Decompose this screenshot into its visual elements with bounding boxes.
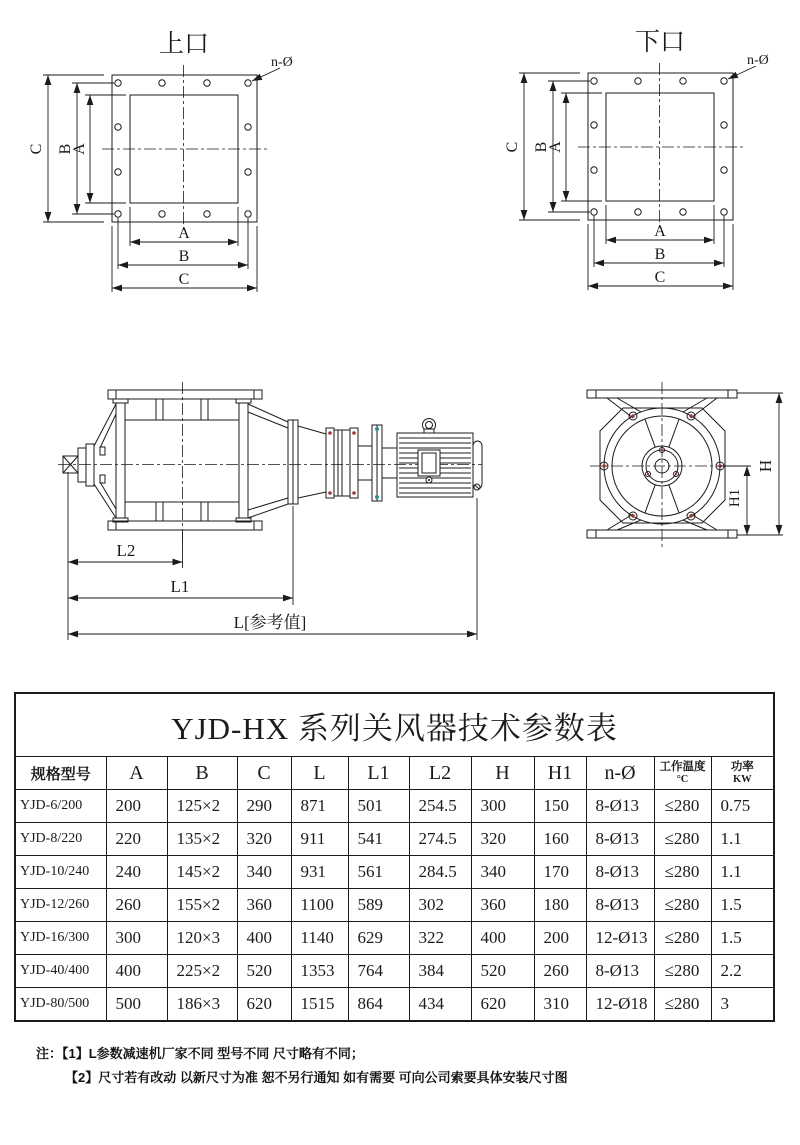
flange-outer-square xyxy=(112,75,257,222)
right-cone-and-reducer xyxy=(248,404,397,518)
table-cell: 340 xyxy=(237,856,291,889)
side-view-drawing xyxy=(30,368,490,658)
table-cell: 400 xyxy=(106,955,167,988)
table-cell: 160 xyxy=(534,823,586,856)
dim-label-a-horizontal: A xyxy=(178,225,190,242)
table-cell: 400 xyxy=(237,922,291,955)
dim-label-l2: L2 xyxy=(116,541,136,560)
table-cell: 8-Ø13 xyxy=(586,790,654,823)
motor xyxy=(397,419,482,498)
table-cell: YJD-12/260 xyxy=(15,889,106,922)
table-cell: 1140 xyxy=(291,922,348,955)
note-line-1: 注：【1】L参数减速机厂家不同 型号不同 尺寸略有不同； xyxy=(36,1046,364,1061)
table-cell: 8-Ø13 xyxy=(586,889,654,922)
table-cell: 764 xyxy=(348,955,409,988)
table-cell: 340 xyxy=(471,856,534,889)
dim-label-b-horizontal: B xyxy=(178,248,190,265)
dim-label-h: H xyxy=(756,459,775,473)
table-cell: 8-Ø13 xyxy=(586,823,654,856)
column-header: L xyxy=(291,757,348,790)
table-cell: 3 xyxy=(711,988,774,1022)
spec-table xyxy=(14,692,775,1022)
table-cell: 322 xyxy=(409,922,471,955)
dim-label-l-reference: L[参考值] xyxy=(233,613,307,632)
table-cell: YJD-40/400 xyxy=(15,955,106,988)
flange-outer-square xyxy=(588,73,733,220)
table-cell: 135×2 xyxy=(167,823,237,856)
table-cell: 145×2 xyxy=(167,856,237,889)
table-cell: 520 xyxy=(471,955,534,988)
dim-label-a-vertical: A xyxy=(71,143,88,155)
table-cell: 170 xyxy=(534,856,586,889)
table-cell: 120×3 xyxy=(167,922,237,955)
table-cell: 290 xyxy=(237,790,291,823)
column-header: 工作温度 °C xyxy=(654,757,711,790)
table-cell: 400 xyxy=(471,922,534,955)
dim-label-c-horizontal: C xyxy=(654,269,666,286)
table-row xyxy=(15,955,774,988)
table-row xyxy=(15,823,774,856)
table-cell: 302 xyxy=(409,889,471,922)
table-cell: 200 xyxy=(106,790,167,823)
table-title: YJD-HX 系列关风器技术参数表 xyxy=(15,693,774,757)
dim-label-a-horizontal: A xyxy=(654,223,666,240)
table-row xyxy=(15,889,774,922)
table-cell: YJD-8/220 xyxy=(15,823,106,856)
dim-label-c-horizontal: C xyxy=(178,271,190,288)
table-cell: ≤280 xyxy=(654,988,711,1022)
height-dimensions xyxy=(720,393,783,535)
table-cell: YJD-6/200 xyxy=(15,790,106,823)
table-cell: 360 xyxy=(471,889,534,922)
column-header: 规格型号 xyxy=(15,757,106,790)
table-cell: 12-Ø18 xyxy=(586,988,654,1022)
table-row xyxy=(15,922,774,955)
table-cell: 1.5 xyxy=(711,922,774,955)
dim-label-h1: H1 xyxy=(727,488,743,508)
table-cell: ≤280 xyxy=(654,889,711,922)
flange-title: 上口 xyxy=(158,31,210,58)
vertical-dimensions xyxy=(504,73,602,220)
horizontal-dimensions xyxy=(112,207,257,292)
table-cell: 620 xyxy=(237,988,291,1022)
note-prefix: 注： xyxy=(36,1046,63,1061)
note-line-2: 【2】尺寸若有改动 以新尺寸为准 恕不另行通知 如有需要 可向公司索要具体安装尺寸图 xyxy=(65,1070,568,1085)
bolt-hole-count-label: n-Ø xyxy=(747,53,769,68)
table-cell: 500 xyxy=(106,988,167,1022)
dim-label-c-vertical: C xyxy=(504,141,521,153)
table-cell: 254.5 xyxy=(409,790,471,823)
table-cell: 501 xyxy=(348,790,409,823)
table-cell: 434 xyxy=(409,988,471,1022)
table-cell: 150 xyxy=(534,790,586,823)
table-cell: 310 xyxy=(534,988,586,1022)
vertical-dimensions xyxy=(28,75,126,222)
table-cell: ≤280 xyxy=(654,955,711,988)
table-cell: 561 xyxy=(348,856,409,889)
dim-label-b-vertical: B xyxy=(57,143,74,155)
valve-body xyxy=(108,390,262,530)
column-header: C xyxy=(237,757,291,790)
table-cell: 180 xyxy=(534,889,586,922)
table-cell: 12-Ø13 xyxy=(586,922,654,955)
table-cell: 300 xyxy=(471,790,534,823)
table-cell: 360 xyxy=(237,889,291,922)
table-cell: 1353 xyxy=(291,955,348,988)
end-housing-octagon xyxy=(600,408,725,523)
table-cell: 320 xyxy=(237,823,291,856)
table-cell: 520 xyxy=(237,955,291,988)
table-cell: YJD-10/240 xyxy=(15,856,106,889)
horizontal-dimensions xyxy=(588,205,733,290)
table-cell: 260 xyxy=(106,889,167,922)
bolt-holes xyxy=(591,78,727,215)
table-cell: YJD-80/500 xyxy=(15,988,106,1022)
column-header: n-Ø xyxy=(586,757,654,790)
table-cell: 864 xyxy=(348,988,409,1022)
table-cell: ≤280 xyxy=(654,922,711,955)
table-row xyxy=(15,856,774,889)
dim-label-a-vertical: A xyxy=(547,141,564,153)
table-cell: 0.75 xyxy=(711,790,774,823)
column-header: H xyxy=(471,757,534,790)
dim-label-l1: L1 xyxy=(170,577,190,596)
table-cell: 200 xyxy=(534,922,586,955)
table-cell: 931 xyxy=(291,856,348,889)
table-cell: 629 xyxy=(348,922,409,955)
table-cell: 240 xyxy=(106,856,167,889)
flange-drawing xyxy=(0,10,320,310)
table-cell: ≤280 xyxy=(654,856,711,889)
table-cell: 225×2 xyxy=(167,955,237,988)
table-cell: 1.1 xyxy=(711,823,774,856)
column-header: L2 xyxy=(409,757,471,790)
table-cell: 274.5 xyxy=(409,823,471,856)
table-cell: 384 xyxy=(409,955,471,988)
table-cell: 125×2 xyxy=(167,790,237,823)
dim-label-b-horizontal: B xyxy=(654,246,666,263)
bolt-holes xyxy=(115,80,251,217)
dim-label-c-vertical: C xyxy=(28,143,45,155)
table-row xyxy=(15,988,774,1022)
table-cell: 911 xyxy=(291,823,348,856)
table-cell: ≤280 xyxy=(654,790,711,823)
table-cell: 155×2 xyxy=(167,889,237,922)
left-bearing-cone xyxy=(63,404,116,518)
footnotes xyxy=(36,1042,568,1090)
end-view-drawing xyxy=(560,368,800,573)
table-cell: 589 xyxy=(348,889,409,922)
column-header: L1 xyxy=(348,757,409,790)
table-cell: ≤280 xyxy=(654,823,711,856)
table-cell: 220 xyxy=(106,823,167,856)
flange-title: 下口 xyxy=(634,29,686,56)
table-cell: 1.5 xyxy=(711,889,774,922)
flange-drawing xyxy=(476,8,796,308)
bolt-hole-count-label: n-Ø xyxy=(271,55,293,70)
table-row xyxy=(15,790,774,823)
table-cell: 8-Ø13 xyxy=(586,856,654,889)
table-cell: 1100 xyxy=(291,889,348,922)
column-header: A xyxy=(106,757,167,790)
dim-label-b-vertical: B xyxy=(533,141,550,153)
table-cell: 541 xyxy=(348,823,409,856)
column-header: 功率 KW xyxy=(711,757,774,790)
table-cell: 300 xyxy=(106,922,167,955)
column-header: B xyxy=(167,757,237,790)
table-cell: 1.1 xyxy=(711,856,774,889)
table-cell: 1515 xyxy=(291,988,348,1022)
table-cell: YJD-16/300 xyxy=(15,922,106,955)
table-cell: 260 xyxy=(534,955,586,988)
table-cell: 320 xyxy=(471,823,534,856)
table-cell: 186×3 xyxy=(167,988,237,1022)
table-cell: 620 xyxy=(471,988,534,1022)
table-cell: 284.5 xyxy=(409,856,471,889)
table-cell: 871 xyxy=(291,790,348,823)
column-header: H1 xyxy=(534,757,586,790)
table-cell: 2.2 xyxy=(711,955,774,988)
table-cell: 8-Ø13 xyxy=(586,955,654,988)
